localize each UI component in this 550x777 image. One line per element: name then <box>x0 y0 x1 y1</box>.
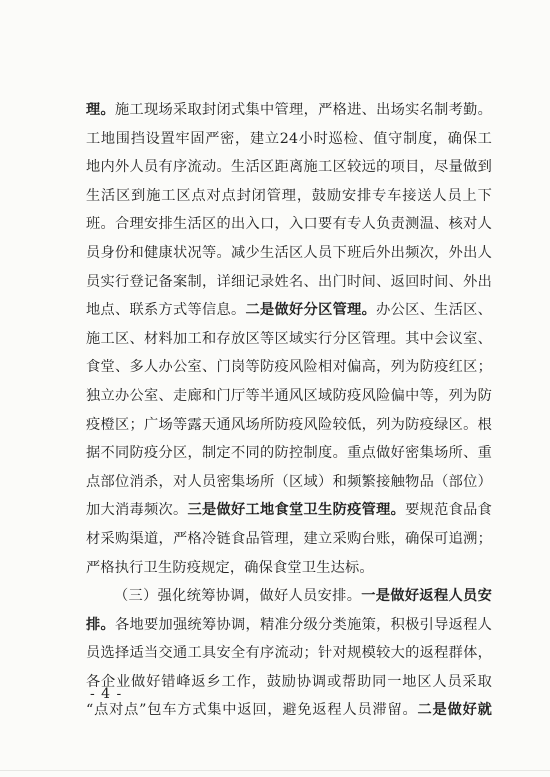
text-line <box>86 639 492 668</box>
text-run: 点部位消杀，对人员密集场所（区域）和频繁接触物品（部位） <box>86 473 492 490</box>
text-line <box>86 439 492 468</box>
text-line <box>86 210 492 239</box>
body-text <box>86 96 492 725</box>
text-line <box>86 239 492 268</box>
text-run: 一是做好返程人员安 <box>361 588 492 605</box>
text-line <box>86 268 492 297</box>
text-line <box>86 611 492 640</box>
text-line <box>86 382 492 411</box>
text-run: 员身份和健康状况等。减少生活区人员下班后外出频次，外出人 <box>86 244 492 261</box>
section-heading: （三）强化统筹协调，做好人员安排。 <box>114 588 362 605</box>
text-line <box>86 182 492 211</box>
text-run: 理。 <box>86 102 116 118</box>
text-run: 办公区、生活区、 <box>376 302 492 319</box>
text-run: 各企业做好错峰返乡工作，鼓励协调或帮助同一地区人员采取 <box>86 673 492 690</box>
text-run: 施工区、材料加工和存放区等区域实行分区管理。其中会议室、 <box>86 330 492 347</box>
text-run: 疫橙区；广场等露天通风场所防疫风险较低，列为防疫绿区。根 <box>86 416 492 433</box>
text-line <box>86 496 492 525</box>
text-line <box>86 525 492 554</box>
page-number: - 4 - <box>90 686 123 702</box>
text-line <box>86 96 492 125</box>
text-line <box>86 668 492 697</box>
text-run: 班。合理安排生活区的出入口，入口要有专人负责测温、核对人 <box>86 216 492 233</box>
text-run: 地内外人员有序流动。生活区距离施工区较远的项目，尽量做到 <box>86 159 492 176</box>
text-run: 二是做好就 <box>417 702 492 719</box>
text-line <box>86 353 492 382</box>
text-run: 各地要加强统筹协调，精准分级分类施策，积极引导返程人 <box>115 616 493 633</box>
text-run: 食堂、多人办公室、门岗等防疫风险相对偏高，列为防疫红区； <box>86 359 492 376</box>
text-line <box>86 696 492 725</box>
text-run: 排。 <box>86 616 116 633</box>
text-run: 员实行登记备案制，详细记录姓名、出门时间、返回时间、外出 <box>86 273 492 290</box>
text-line <box>86 125 492 154</box>
text-run: 要规范食品食 <box>405 502 492 519</box>
text-run: 二是做好分区管理。 <box>245 302 377 319</box>
text-run: 据不同防疫分区，制定不同的防控制度。重点做好密集场所、重 <box>86 445 492 462</box>
text-line <box>86 554 492 583</box>
bottom-divider <box>0 770 550 771</box>
text-run: 施工现场采取封闭式集中管理，严格进、出场实名制考勤。 <box>115 102 493 118</box>
section-heading-line <box>86 582 492 611</box>
text-run: “点对点”包车方式集中返回，避免返程人员滞留。 <box>86 702 418 719</box>
text-line <box>86 153 492 182</box>
text-run: 地点、联系方式等信息。 <box>86 302 246 319</box>
text-run: 加大消毒频次。 <box>86 502 188 519</box>
text-line <box>86 468 492 497</box>
text-run: 工地围挡设置牢固严密，建立24小时巡检、值守制度，确保工 <box>86 130 492 147</box>
text-line <box>86 325 492 354</box>
text-run: 严格执行卫生防疫规定，确保食堂卫生达标。 <box>86 559 374 576</box>
text-run: 生活区到施工区点对点封闭管理，鼓励安排专车接送人员上下 <box>86 187 492 204</box>
text-line <box>86 296 492 325</box>
text-run: 独立办公室、走廊和门厅等半通风区域防疫风险偏中等，列为防 <box>86 387 492 404</box>
text-run: 材采购渠道，严格冷链食品管理，建立采购台账，确保可追溯； <box>86 530 492 547</box>
text-line <box>86 411 492 440</box>
text-run: 员选择适当交通工具安全有序流动；针对规模较大的返程群体， <box>86 645 492 662</box>
text-run: 三是做好工地食堂卫生防疫管理。 <box>187 502 406 519</box>
